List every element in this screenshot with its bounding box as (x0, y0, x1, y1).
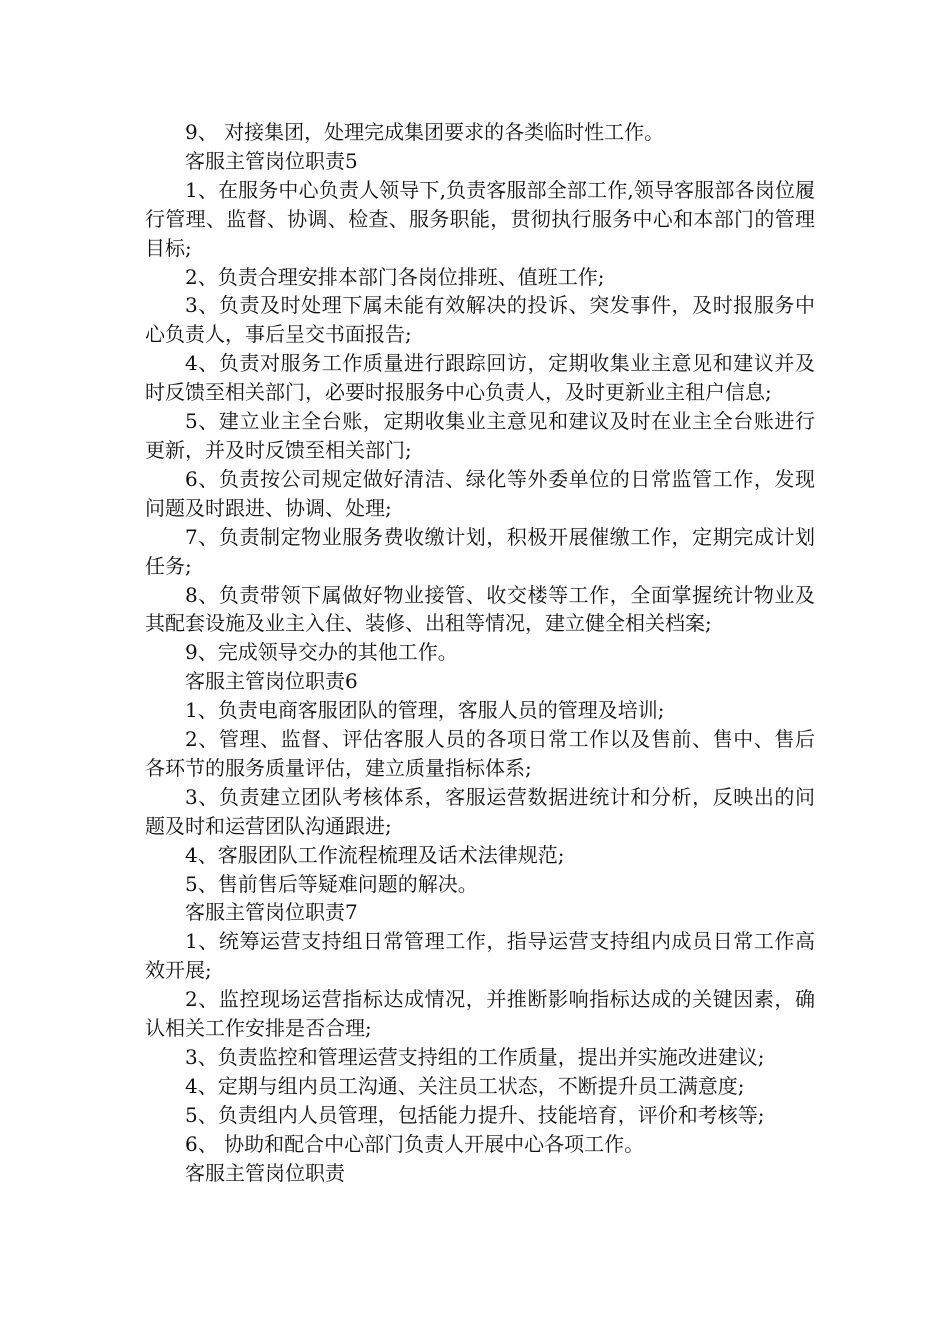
duty-item: 5、售前售后等疑难问题的解决。 (185, 871, 478, 896)
duty-item: 7、负责制定物业服务费收缴计划，积极开展催缴工作，定期完成计划任务; (145, 524, 815, 578)
duty-item: 2、管理、监督、评估客服人员的各项日常工作以及售前、售中、售后各环节的服务质量评估，建立质量指标体系; (145, 727, 815, 780)
duty-item: 5、建立业主全台账，定期收集业主意见和建议及时在业主全台账进行更新，并及时反馈至相关部门; (145, 409, 815, 462)
section-heading: 客服主管岗位职责7 (185, 900, 358, 925)
duty-item: 6、 协助和配合中心部门负责人开展中心各项工作。 (185, 1131, 645, 1156)
duty-item: 1、在服务中心负责人领导下,负责客服部全部工作,领导客服部各岗位履行管理、监督、协调、检查、服务职能，贯彻执行服务中心和本部门的管理目标; (145, 177, 815, 260)
duty-item: 3、负责监控和管理运营支持组的工作质量，提出并实施改进建议; (185, 1045, 765, 1069)
document-body (145, 118, 815, 1188)
duty-item: 1、统筹运营支持组日常管理工作，指导运营支持组内成员日常工作高效开展; (145, 929, 815, 983)
duty-item: 3、负责及时处理下属未能有效解决的投诉、突发事件，及时报服务中心负责人，事后呈交书面报告; (145, 293, 815, 347)
duty-item: 5、负责组内人员管理，包括能力提升、技能培育，评价和考核等; (185, 1102, 765, 1127)
duty-item: 8、负责带领下属做好物业接管、收交楼等工作，全面掌握统计物业及其配套设施及业主入住、装修、出租等情况，建立健全相关档案; (145, 582, 815, 636)
duty-item: 2、监控现场运营指标达成情况，并推断影响指标达成的关键因素，确认相关工作安排是否合理; (145, 987, 815, 1041)
section-heading: 客服主管岗位职责5 (185, 148, 358, 173)
duty-item: 4、负责对服务工作质量进行跟踪回访，定期收集业主意见和建议并及时反馈至相关部门，必要时报服务中心负责人，及时更新业主租户信息; (145, 351, 815, 405)
duty-item: 3、负责建立团队考核体系，客服运营数据进统计和分析，反映出的问题及时和运营团队沟通跟进; (145, 784, 815, 838)
duty-item: 4、客服团队工作流程梳理及话术法律规范; (185, 842, 565, 867)
section-heading: 客服主管岗位职责 (185, 1160, 345, 1185)
section-heading: 客服主管岗位职责6 (185, 669, 358, 694)
duty-item: 2、负责合理安排本部门各岗位排班、值班工作; (185, 264, 605, 289)
duty-item: 9、 对接集团，处理完成集团要求的各类临时性工作。 (185, 120, 665, 144)
duty-item: 1、负责电商客服团队的管理，客服人员的管理及培训; (185, 698, 665, 723)
duty-item: 6、负责按公司规定做好清洁、绿化等外委单位的日常监管工作，发现问题及时跟进、协调、处理; (145, 466, 815, 520)
duty-item: 9、完成领导交办的其他工作。 (185, 640, 458, 665)
duty-item: 4、定期与组内员工沟通、关注员工状态，不断提升员工满意度; (185, 1073, 745, 1098)
